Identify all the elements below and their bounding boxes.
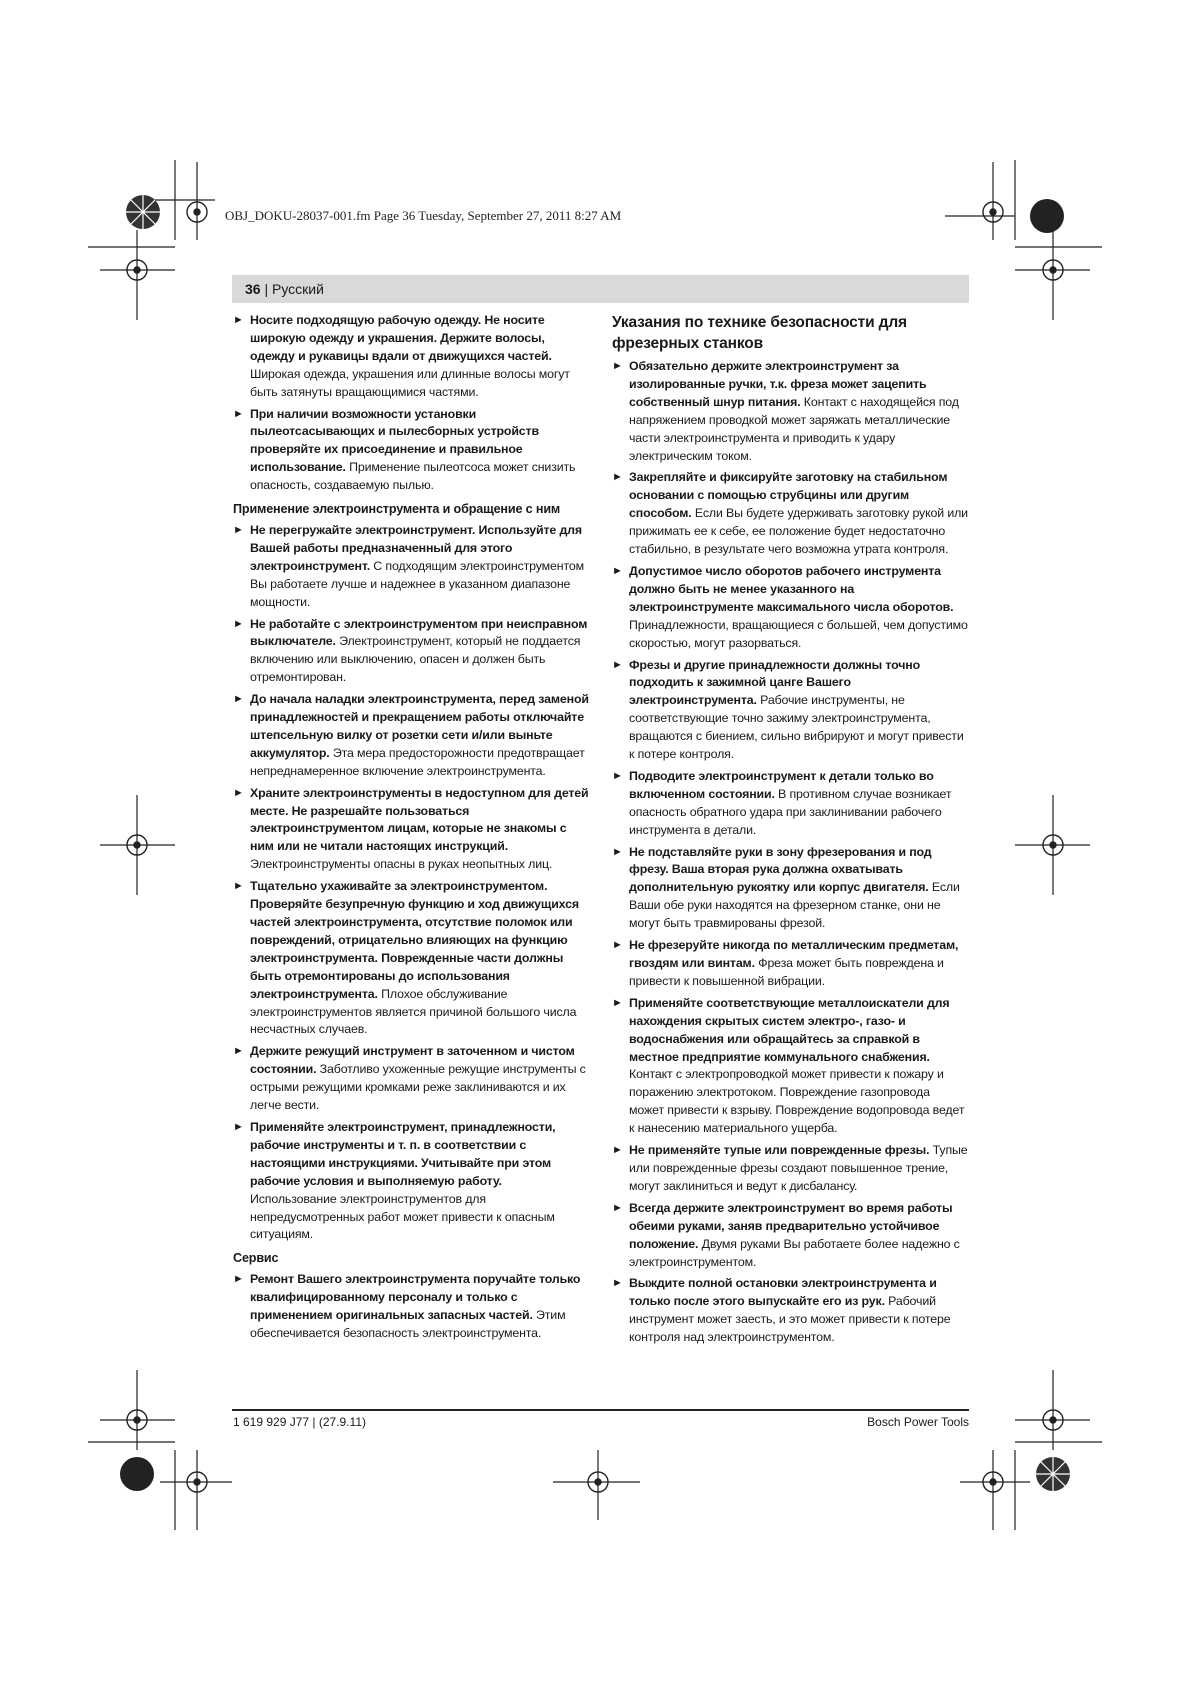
bullet-icon: ► <box>612 1277 623 1290</box>
bullet-icon: ► <box>612 658 623 671</box>
safety-item: ► Не подставляйте руки в зону фрезерования и под фрезу. Ваша вторая рука должна охватывать дополнительную рукоятку или корпус двигателя. Если Ваши обе руки находятся на фрезерном станке, они не могут быть травмированы фрезой. <box>612 844 960 931</box>
bullet-icon: ► <box>233 1120 244 1133</box>
footer-brand: Bosch Power Tools <box>867 1415 969 1429</box>
bullet-icon: ► <box>612 769 623 782</box>
bullet-icon: ► <box>233 523 244 536</box>
bullet-icon: ► <box>233 1273 244 1286</box>
safety-item: ► Допустимое число оборотов рабочего инструмента должно быть не менее указанного на электроинструменте максимального числа оборотов. Принадлежности, вращающиеся с большей, чем допустимо скоростью, могут разорваться. <box>612 563 968 650</box>
bullet-icon: ► <box>233 880 244 893</box>
safety-item: ► До начала наладки электроинструмента, перед заменой принадлежностей и прекращением работы отключайте штепсельную вилку от розетки сети и/или выньте аккумулятор. Эта мера предосторожности предотвращает непреднамеренное включение электроинструмента. <box>233 692 589 778</box>
footer-doc-number: 1 619 929 J77 | (27.9.11) <box>233 1415 366 1429</box>
safety-item: ► Фрезы и другие принадлежности должны точно подходить к зажимной цанге Вашего электроинструмента. Рабочие инструменты, не соответствующие точно зажиму электроинструмента, вращаются с биением, сильно вибрируют и могут привести к потере контроля. <box>612 657 964 762</box>
safety-item: ► Применяйте соответствующие металлоискатели для нахождения скрытых систем электро-, газо- и водоснабжения или обращайтесь за справкой в местное предприятие коммунального снабжения. Контакт с электропроводкой может привести к пожару и поражению электротоком. Повреждение газопровода может привести к взрыву. Повреждение водопровода ведет к нанесению материального ущерба. <box>612 995 965 1136</box>
right-column <box>612 312 968 1351</box>
header-bar <box>232 275 969 303</box>
safety-item: ► Носите подходящую рабочую одежду. Не носите широкую одежду и украшения. Держите волосы, одежду и рукавицы вдали от движущихся частей. Широкая одежда, украшения или длинные волосы могут быть затянуты вращающимися частями. <box>233 313 570 399</box>
left-column <box>233 312 589 1347</box>
header-separator: | <box>260 281 272 297</box>
safety-item: ► Применяйте электроинструмент, принадлежности, рабочие инструменты и т. п. в соответствии с настоящими инструкциями. Учитывайте при этом рабочие условия и выполняемую работу. Использование электроинструментов для непредусмотренных работ может привести к опасным ситуациям. <box>233 1119 556 1242</box>
safety-item: ► Не применяйте тупые или поврежденные фрезы. Тупые или поврежденные фрезы создают повышенное трение, могут заклиниться и ведут к дисбалансу. <box>612 1143 968 1193</box>
bullet-icon: ► <box>612 845 623 858</box>
printer-slug: OBJ_DOKU-28037-001.fm Page 36 Tuesday, September 27, 2011 8:27 AM <box>225 208 622 223</box>
safety-item: ► Не фрезеруйте никогда по металлическим предметам, гвоздям или винтам. Фреза может быть повреждена и привести к повышенной вибрации. <box>612 938 959 988</box>
safety-item: ► Не перегружайте электроинструмент. Используйте для Вашей работы предназначенный для этого электроинструмент. С подходящим электроинструментом Вы работаете лучше и надежнее в указанном диапазоне мощности. <box>233 522 584 609</box>
bullet-icon: ► <box>612 471 623 484</box>
page-number: 36 <box>245 281 261 297</box>
bullet-icon: ► <box>612 1144 623 1157</box>
bullet-icon: ► <box>233 407 244 420</box>
safety-item: ► Храните электроинструменты в недоступном для детей месте. Не разрешайте пользоваться электроинструментом лицам, которые не знакомы с ним или не читали настоящих инструкций. Электроинструменты опасны в руках неопытных лиц. <box>233 785 589 872</box>
safety-item: ► Держите режущий инструмент в заточенном и чистом состоянии. Заботливо ухоженные режущие инструменты с острыми режущими кромками реже заклиниваются и их легче вести. <box>233 1044 586 1113</box>
safety-item: ► Выждите полной остановки электроинструмента и только после этого выпускайте его из рук. Рабочий инструмент может заесть, и это может привести к потере контроля над электроинструментом. <box>612 1276 951 1345</box>
safety-item: ► Подводите электроинструмент к детали только во включенном состоянии. В противном случае возникает опасность обратного удара при заклинивании рабочего инструмента в детали. <box>612 768 952 837</box>
bullet-icon: ► <box>233 314 244 326</box>
safety-item: ► Обязательно держите электроинструмент за изолированные ручки, т.к. фреза может зацепить собственный шнур питания. Контакт с находящейся под напряжением проводкой может заряжать металлические части электроинструмента и приводить к удару электрическим током. <box>612 359 959 463</box>
safety-item: ► Всегда держите электроинструмент во время работы обеими руками, заняв предварительно устойчивое положение. Двумя руками Вы работаете более надежно с электроинструментом. <box>612 1200 960 1269</box>
footer-rule <box>232 1409 969 1411</box>
safety-item: ► Ремонт Вашего электроинструмента поручайте только квалифицированному персоналу и только с применением оригинальных запасных частей. Этим обеспечивается безопасность электроинструмента. <box>233 1272 581 1340</box>
bullet-icon: ► <box>612 939 623 952</box>
bullet-icon: ► <box>612 360 623 372</box>
safety-item: ► Не работайте с электроинструментом при неисправном выключателе. Электроинструмент, который не поддается включению или выключению, опасен и должен быть отремонтирован. <box>233 616 588 685</box>
bullet-icon: ► <box>233 1045 244 1058</box>
bullet-icon: ► <box>233 786 244 799</box>
bullet-icon: ► <box>612 1201 623 1214</box>
safety-item: ► Закрепляйте и фиксируйте заготовку на стабильном основании с помощью струбцины или другим способом. Если Вы будете удерживать заготовку рукой или прижимать ее к себе, ее положение будет недостаточно стабильно, в результате чего возможна утрата контроля. <box>612 470 968 557</box>
bullet-icon: ► <box>233 693 244 706</box>
safety-item: ► Тщательно ухаживайте за электроинструментом. Проверяйте безупречную функцию и ход движущихся частей электроинструмента, отсутствие поломок или повреждений, отрицательно влияющих на функцию электроинструмента. Поврежденные части должны быть отремонтированы до использования электроинструмента. Плохое обслуживание электроинструментов является причиной большого числа несчастных случаев. <box>233 879 579 1037</box>
safety-item: ► При наличии возможности установки пылеотсасывающих и пылесборных устройств проверяйте их присоединение и правильное использование. Применение пылеотсоса может снизить опасность, создаваемую пылью. <box>233 406 576 493</box>
page-header <box>245 281 324 297</box>
section-heading: Указания по технике безопасности для фрезерных станков <box>612 314 907 352</box>
page-language: Русский <box>272 281 324 297</box>
bullet-icon: ► <box>612 564 623 577</box>
section-heading: Применение электроинструмента и обращение с ним <box>233 502 561 517</box>
bullet-icon: ► <box>233 617 244 630</box>
bullet-icon: ► <box>612 996 623 1009</box>
section-heading: Сервис <box>233 1251 279 1266</box>
